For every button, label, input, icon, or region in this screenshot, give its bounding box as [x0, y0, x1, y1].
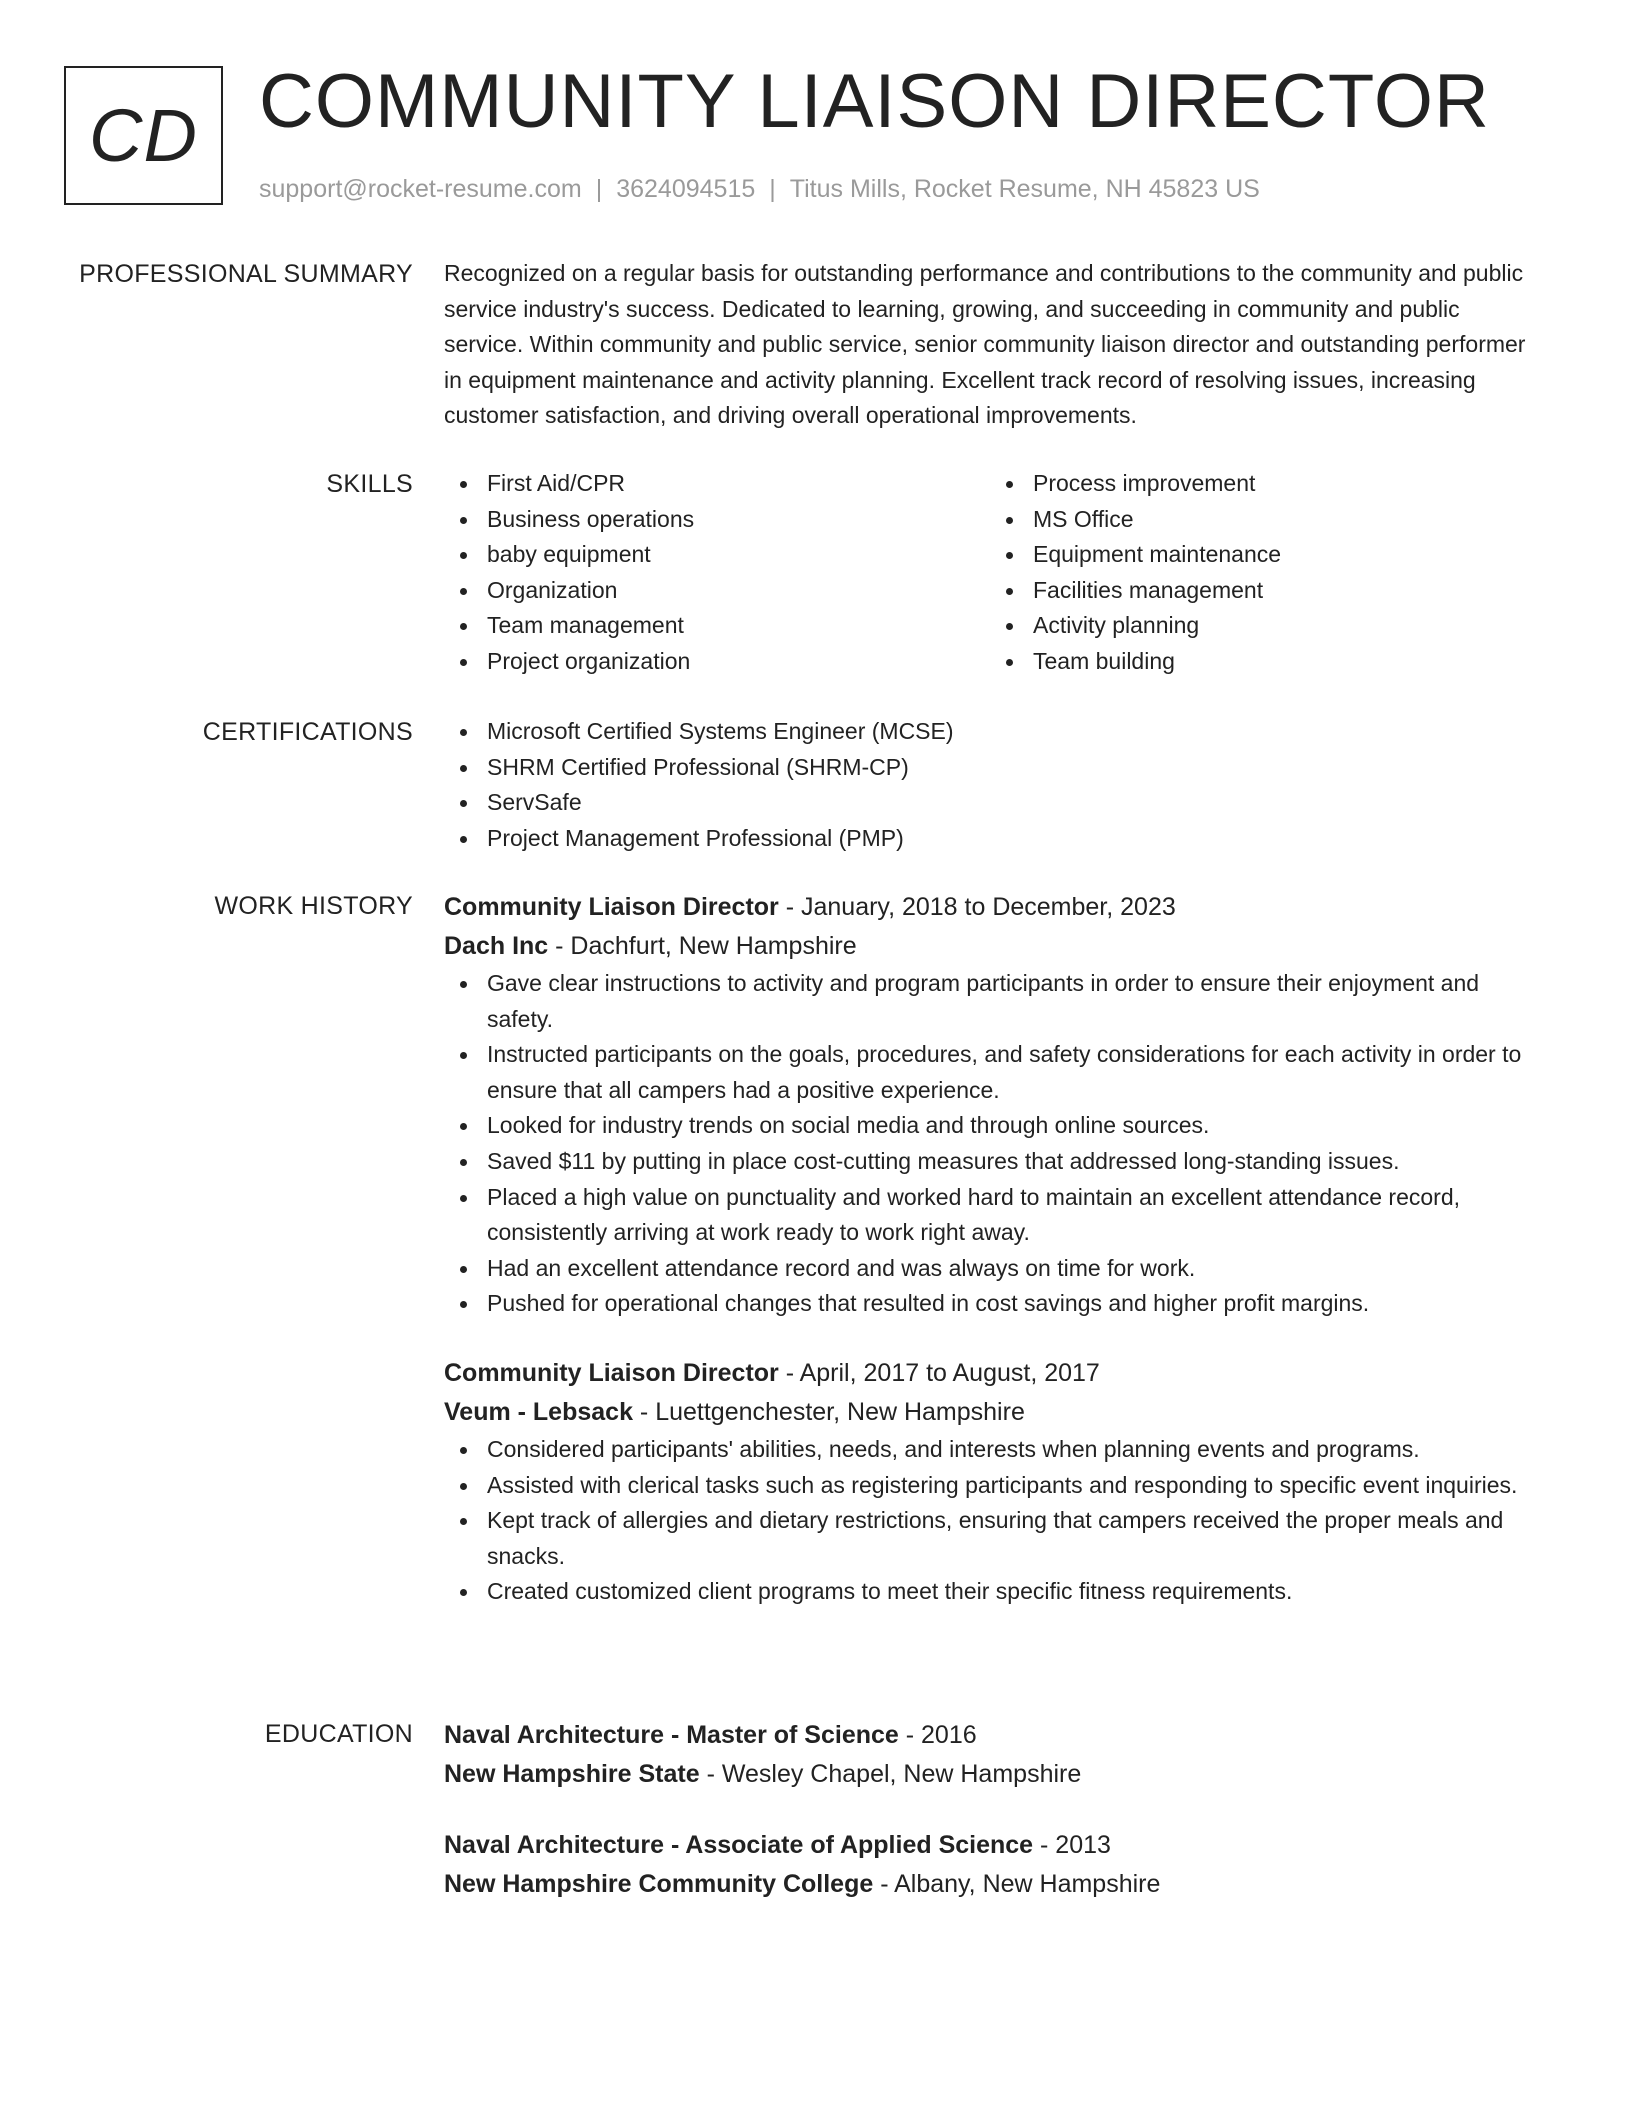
- summary-heading: PROFESSIONAL SUMMARY: [79, 260, 413, 288]
- graduation-year: - 2013: [1033, 1831, 1111, 1859]
- skill-item: baby equipment: [444, 537, 990, 573]
- skill-item: Activity planning: [990, 608, 1536, 644]
- school-line: [444, 1864, 1544, 1904]
- job-duty: Gave clear instructions to activity and program participants in order to ensure their enjoyment and safety.: [444, 966, 1544, 1037]
- skill-item: First Aid/CPR: [444, 466, 990, 502]
- certifications-list: [444, 714, 1544, 856]
- job-title-line: [444, 1354, 1544, 1392]
- education-body: [444, 1716, 1544, 1904]
- job-dates: - April, 2017 to August, 2017: [778, 1358, 1100, 1387]
- education-heading: EDUCATION: [264, 1720, 413, 1748]
- job-company-line: [444, 1392, 1544, 1432]
- school-line: [444, 1754, 1544, 1794]
- skill-item: Project organization: [444, 644, 990, 680]
- degree-line: [444, 1716, 1544, 1754]
- summary-body: [444, 256, 1544, 434]
- job-duty: Considered participants' abilities, needs, and interests when planning events and programs.: [444, 1432, 1544, 1468]
- certification-item: SHRM Certified Professional (SHRM-CP): [444, 750, 1544, 786]
- certifications-body: [444, 714, 1544, 856]
- skill-item: Business operations: [444, 502, 990, 538]
- contact-separator: |: [769, 175, 776, 203]
- skills-heading: SKILLS: [326, 470, 413, 498]
- certification-item: ServSafe: [444, 785, 1544, 821]
- school-location: - Wesley Chapel, New Hampshire: [699, 1760, 1082, 1788]
- job-dates: - January, 2018 to December, 2023: [778, 893, 1176, 921]
- school-location: - Albany, New Hampshire: [873, 1870, 1161, 1898]
- contact-address: Titus Mills, Rocket Resume, NH 45823 US: [789, 175, 1260, 203]
- job-duty: Had an excellent attendance record and was always on time for work.: [444, 1251, 1544, 1287]
- school-name: New Hampshire State: [444, 1760, 700, 1788]
- resume-title: COMMUNITY LIAISON DIRECTOR: [259, 59, 1490, 144]
- degree-line: [444, 1826, 1544, 1864]
- job-company: Veum - Lebsack: [444, 1397, 633, 1426]
- contact-email: support@rocket-resume.com: [259, 175, 582, 203]
- job-duty: Placed a high value on punctuality and worked hard to maintain an excellent attendance record, consistently arriving at work ready to work right away.: [444, 1180, 1544, 1251]
- job-company: Dach Inc: [444, 932, 549, 960]
- monogram-box: [64, 66, 223, 205]
- skill-item: Facilities management: [990, 573, 1536, 609]
- skill-item: Team building: [990, 644, 1536, 680]
- education-entry: [444, 1826, 1544, 1904]
- job-title-line: [444, 888, 1544, 926]
- skill-item: Equipment maintenance: [990, 537, 1536, 573]
- skill-item: Process improvement: [990, 466, 1536, 502]
- degree: Naval Architecture - Master of Science: [444, 1721, 899, 1749]
- job-duty: Kept track of allergies and dietary restrictions, ensuring that campers received the proper meals and snacks.: [444, 1503, 1544, 1574]
- job-duties-list: [444, 1432, 1544, 1610]
- skills-body: [444, 466, 1544, 680]
- certification-item: Microsoft Certified Systems Engineer (MCSE): [444, 714, 1544, 750]
- job-location: - Luettgenchester, New Hampshire: [632, 1397, 1025, 1426]
- job-location: - Dachfurt, New Hampshire: [548, 932, 857, 960]
- skill-item: Team management: [444, 608, 990, 644]
- education-entry: [444, 1716, 1544, 1794]
- job-entry: [444, 1354, 1544, 1610]
- skill-item: Organization: [444, 573, 990, 609]
- job-company-line: [444, 926, 1544, 966]
- work-history-body: [444, 888, 1544, 1610]
- job-entry: [444, 888, 1544, 1322]
- skills-column-1: [444, 466, 990, 680]
- school-name: New Hampshire Community College: [444, 1870, 874, 1898]
- job-duty: Created customized client programs to meet their specific fitness requirements.: [444, 1574, 1544, 1610]
- job-duty: Instructed participants on the goals, procedures, and safety considerations for each activity in order to ensure that all campers had a positive experience.: [444, 1037, 1544, 1108]
- contact-line: [259, 174, 1260, 204]
- certification-item: Project Management Professional (PMP): [444, 821, 1544, 857]
- contact-separator: |: [595, 175, 603, 203]
- certifications-heading: CERTIFICATIONS: [202, 718, 413, 746]
- job-duties-list: [444, 966, 1544, 1322]
- job-duty: Pushed for operational changes that resulted in cost savings and higher profit margins.: [444, 1286, 1544, 1322]
- job-duty: Assisted with clerical tasks such as registering participants and responding to specific event inquiries.: [444, 1468, 1544, 1504]
- graduation-year: - 2016: [898, 1721, 977, 1749]
- job-title: Community Liaison Director: [444, 893, 779, 921]
- monogram-initials: CD: [89, 94, 198, 177]
- contact-phone: 3624094515: [616, 175, 756, 203]
- skill-item: MS Office: [990, 502, 1536, 538]
- job-title: Community Liaison Director: [444, 1358, 779, 1387]
- summary-text: Recognized on a regular basis for outstanding performance and contributions to the community and public service industry's success. Dedicated to learning, growing, and succeeding in community and public service. Within community and public service, senior community liaison director and outstanding performer in equipment maintenance and activity planning. Excellent track record of resolving issues, increasing customer satisfaction, and driving overall operational improvements.: [444, 260, 1526, 429]
- work-history-heading: WORK HISTORY: [214, 892, 413, 920]
- skills-column-2: [990, 466, 1536, 680]
- job-duty: Looked for industry trends on social media and through online sources.: [444, 1108, 1544, 1144]
- degree: Naval Architecture - Associate of Applied Science: [444, 1831, 1034, 1859]
- job-duty: Saved $11 by putting in place cost-cutting measures that addressed long-standing issues.: [444, 1144, 1544, 1180]
